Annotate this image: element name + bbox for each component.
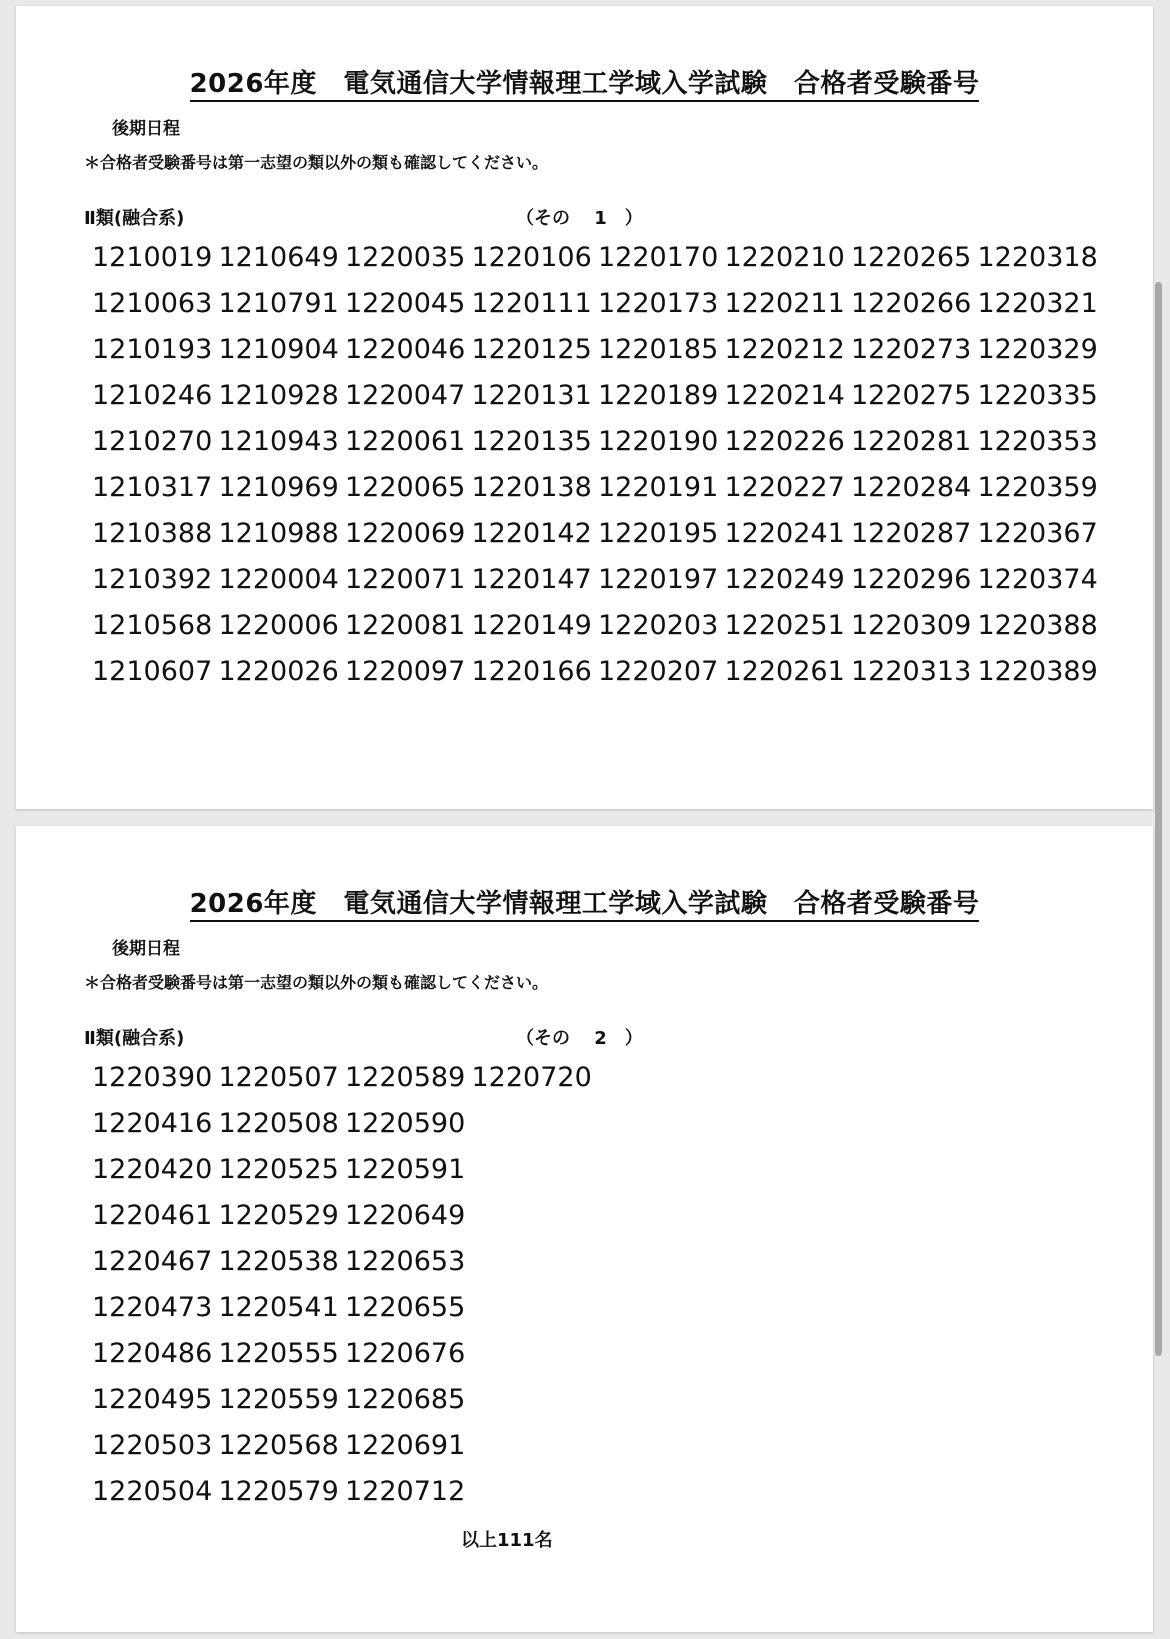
exam-number: 1220251: [724, 610, 845, 641]
exam-number: 1220265: [851, 242, 972, 273]
exam-number: 1210392: [92, 564, 213, 595]
exam-number: 1220071: [345, 564, 466, 595]
exam-number: 1220273: [851, 334, 972, 365]
exam-number: 1220142: [471, 518, 592, 549]
exam-number: 1210246: [92, 380, 213, 411]
exam-number: 1220281: [851, 426, 972, 457]
exam-number: 1220655: [345, 1292, 466, 1323]
exam-number: 1220191: [598, 472, 719, 503]
exam-number: 1220241: [724, 518, 845, 549]
exam-number: 1220026: [218, 656, 339, 687]
exam-number: 1210063: [92, 288, 213, 319]
exam-number: 1220568: [218, 1430, 339, 1461]
page-title: 2026年度 電気通信大学情報理工学域入学試験 合格者受験番号: [16, 883, 1153, 920]
exam-number: 1220712: [345, 1476, 466, 1507]
exam-number: 1220211: [724, 288, 845, 319]
exam-number: 1220266: [851, 288, 972, 319]
exam-number: 1220111: [471, 288, 592, 319]
exam-number: 1220210: [724, 242, 845, 273]
exam-number-grid: [92, 1062, 1104, 1522]
exam-number: 1210791: [218, 288, 339, 319]
exam-number: 1220081: [345, 610, 466, 641]
exam-number: 1220504: [92, 1476, 213, 1507]
exam-number: 1220590: [345, 1108, 466, 1139]
exam-number-grid: [92, 242, 1104, 702]
page-title: 2026年度 電気通信大学情報理工学域入学試験 合格者受験番号: [16, 63, 1153, 100]
exam-number: 1220321: [977, 288, 1098, 319]
exam-number: 1220329: [977, 334, 1098, 365]
exam-number: 1220147: [471, 564, 592, 595]
exam-number: 1210193: [92, 334, 213, 365]
exam-number: 1220335: [977, 380, 1098, 411]
exam-number: 1220097: [345, 656, 466, 687]
exam-number: 1220207: [598, 656, 719, 687]
exam-number: 1220591: [345, 1154, 466, 1185]
document-page-2: [16, 826, 1153, 1632]
exam-number: 1220212: [724, 334, 845, 365]
exam-number: 1220195: [598, 518, 719, 549]
note-text: ＊合格者受験番号は第一志望の類以外の類も確認してください。: [84, 153, 549, 172]
exam-number: 1210388: [92, 518, 213, 549]
exam-number: 1220473: [92, 1292, 213, 1323]
exam-number: 1220649: [345, 1200, 466, 1231]
exam-number: 1220353: [977, 426, 1098, 457]
exam-number: 1210649: [218, 242, 339, 273]
exam-number: 1220203: [598, 610, 719, 641]
exam-number: 1220296: [851, 564, 972, 595]
exam-number: 1210607: [92, 656, 213, 687]
exam-number: 1220538: [218, 1246, 339, 1277]
exam-number: 1210943: [218, 426, 339, 457]
exam-number: 1220555: [218, 1338, 339, 1369]
exam-number: 1220170: [598, 242, 719, 273]
exam-number: 1210270: [92, 426, 213, 457]
exam-number: 1210969: [218, 472, 339, 503]
exam-number: 1210988: [218, 518, 339, 549]
exam-number: 1220374: [977, 564, 1098, 595]
exam-number: 1220065: [345, 472, 466, 503]
exam-number: 1210568: [92, 610, 213, 641]
exam-number: 1220420: [92, 1154, 213, 1185]
exam-number: 1220541: [218, 1292, 339, 1323]
exam-number: 1220309: [851, 610, 972, 641]
exam-number: 1220589: [345, 1062, 466, 1093]
exam-number: 1220185: [598, 334, 719, 365]
document-page-1: [16, 6, 1153, 809]
exam-number: 1220106: [471, 242, 592, 273]
exam-number: 1220390: [92, 1062, 213, 1093]
exam-number: 1220173: [598, 288, 719, 319]
exam-number: 1220135: [471, 426, 592, 457]
exam-number: 1220249: [724, 564, 845, 595]
exam-number: 1220579: [218, 1476, 339, 1507]
exam-number: 1220261: [724, 656, 845, 687]
exam-number: 1220559: [218, 1384, 339, 1415]
exam-number: 1220367: [977, 518, 1098, 549]
schedule-label: 後期日程: [112, 939, 180, 959]
exam-number: 1220467: [92, 1246, 213, 1277]
category-label: Ⅱ類(融合系): [84, 208, 185, 229]
exam-number: 1220226: [724, 426, 845, 457]
exam-number: 1220495: [92, 1384, 213, 1415]
exam-number: 1220653: [345, 1246, 466, 1277]
exam-number: 1220189: [598, 380, 719, 411]
exam-number: 1220275: [851, 380, 972, 411]
exam-number: 1220313: [851, 656, 972, 687]
exam-number: 1220284: [851, 472, 972, 503]
exam-number: 1220045: [345, 288, 466, 319]
exam-number: 1220507: [218, 1062, 339, 1093]
part-label: （その 2 ）: [516, 1028, 643, 1049]
exam-number: 1210928: [218, 380, 339, 411]
total-count: 以上111名: [461, 1530, 553, 1551]
exam-number: 1220508: [218, 1108, 339, 1139]
exam-number: 1220227: [724, 472, 845, 503]
exam-number: 1220069: [345, 518, 466, 549]
scrollbar[interactable]: [1155, 282, 1162, 1356]
exam-number: 1220004: [218, 564, 339, 595]
exam-number: 1220138: [471, 472, 592, 503]
exam-number: 1220131: [471, 380, 592, 411]
note-text: ＊合格者受験番号は第一志望の類以外の類も確認してください。: [84, 973, 549, 992]
exam-number: 1220166: [471, 656, 592, 687]
exam-number: 1220389: [977, 656, 1098, 687]
exam-number: 1210904: [218, 334, 339, 365]
exam-number: 1210019: [92, 242, 213, 273]
exam-number: 1220486: [92, 1338, 213, 1369]
exam-number: 1220006: [218, 610, 339, 641]
exam-number: 1220318: [977, 242, 1098, 273]
exam-number: 1210317: [92, 472, 213, 503]
exam-number: 1220525: [218, 1154, 339, 1185]
exam-number: 1220197: [598, 564, 719, 595]
exam-number: 1220503: [92, 1430, 213, 1461]
exam-number: 1220125: [471, 334, 592, 365]
exam-number: 1220691: [345, 1430, 466, 1461]
exam-number: 1220461: [92, 1200, 213, 1231]
exam-number: 1220359: [977, 472, 1098, 503]
category-label: Ⅱ類(融合系): [84, 1028, 185, 1049]
schedule-label: 後期日程: [112, 119, 180, 139]
exam-number: 1220388: [977, 610, 1098, 641]
exam-number: 1220685: [345, 1384, 466, 1415]
exam-number: 1220035: [345, 242, 466, 273]
exam-number: 1220214: [724, 380, 845, 411]
exam-number: 1220149: [471, 610, 592, 641]
exam-number: 1220529: [218, 1200, 339, 1231]
exam-number: 1220061: [345, 426, 466, 457]
exam-number: 1220416: [92, 1108, 213, 1139]
exam-number: 1220676: [345, 1338, 466, 1369]
exam-number: 1220047: [345, 380, 466, 411]
exam-number: 1220046: [345, 334, 466, 365]
exam-number: 1220287: [851, 518, 972, 549]
exam-number: 1220190: [598, 426, 719, 457]
part-label: （その 1 ）: [516, 208, 643, 229]
exam-number: 1220720: [471, 1062, 592, 1093]
